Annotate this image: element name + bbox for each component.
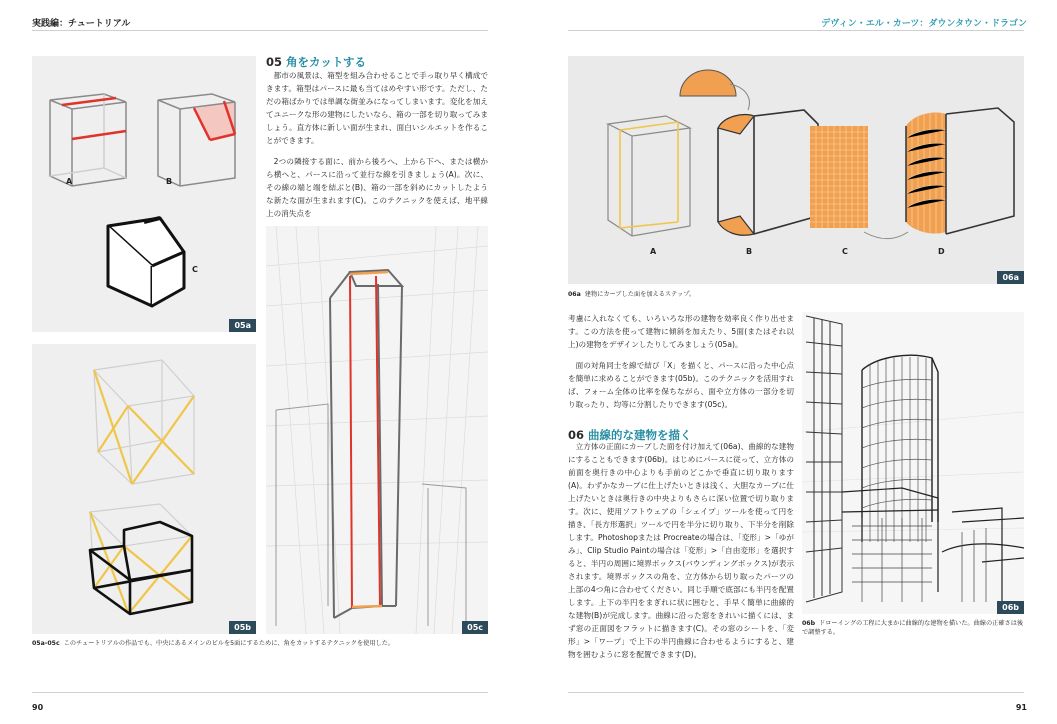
caption-06b-text: ドローイングの工程に大まかに曲線的な建物を描いた。曲線の正確さは後で調整する。 xyxy=(802,620,1024,636)
caption-06a-text: 建物にカーブした面を加えるステップ。 xyxy=(584,291,696,298)
footer-rule-right xyxy=(568,692,1024,693)
figure-06a xyxy=(568,56,1024,284)
figure-05a xyxy=(32,56,256,332)
continued-paragraph: 面の対角同士を線で結び「X」を描くと、パースに沿った中心点を簡単に求めることができます(05b)。このテクニックを活用すれば、フォーム全体の比率を保ちながら、面や立方体の一部分を切り取ったり、均等に分割したりできます(05c)。 xyxy=(568,361,794,409)
section-06-heading: 曲線的な建物を描く xyxy=(588,428,692,442)
figure-05a-drawing xyxy=(32,56,256,332)
section-05-body xyxy=(266,69,488,228)
caption-05 xyxy=(32,639,488,648)
badge-05b: 05b xyxy=(229,621,256,634)
section-06-number: 06 xyxy=(568,428,585,442)
section-05-heading: 角をカットする xyxy=(286,55,367,69)
badge-05a: 05a xyxy=(229,319,256,332)
page-number-right: 91 xyxy=(1015,703,1027,712)
section-05-number: 05 xyxy=(266,55,283,69)
label-06a-a: A xyxy=(650,247,657,256)
figure-05b-drawing xyxy=(32,344,256,634)
section-06-paragraph: 立方体の正面にカーブした面を付け加えて(06a)、曲線的な建物にすることもできます(06b)。はじめにパースに従って、立方体の前面を奥行きの中心よりも手前のどこかで垂直に切り取ります(A)。わずかなカーブに仕上げたいときは浅く、大胆なカーブに仕上げたいときは奥行きの中央よりもさらに深い位置で切り取ります。次に、使用ソフトウェアの「シェイプ」ツールを使って円を描き、「長方形選択」ツールで円を半分に切り取り、下半分を削除します。Photoshopまたは Procreateの場合は、「変形」>「ゆがみ」、Clip Studio Paintの場合は「変形」>「自由変形」を選択すると、半円の周囲に境界ボックス(バウンディングボックス)が表示されます。境界ボックスの角を、立方体から切り取ったパーツの上部の4つ角に合わせてください。同じ手順で底部にも半円を配置します。上下の半円をまぎれに状に囲むと、手早く簡単に曲線的な建物(B)が完成します。曲線に沿った窓をきれいに描くには、まず窓の正面図をフラットに描きます(C)。その窓のシートを、「変形」>「ワープ」で上下の半円曲線に合わせるようにすると、建物を囲むように窓を配置できます(D)。 xyxy=(568,442,794,659)
label-06a-c: C xyxy=(842,247,848,256)
header-rule-left xyxy=(32,30,488,31)
caption-06a xyxy=(568,290,1024,299)
figure-05c-drawing xyxy=(266,226,488,634)
page-header-right: デヴィン・エル・カーツ：ダウンタウン・ドラゴン xyxy=(821,19,1027,29)
caption-06a-label: 06a xyxy=(568,291,581,298)
page-number-left: 90 xyxy=(32,703,44,712)
page-header-left: 実践編：チュートリアル xyxy=(32,19,131,29)
figure-05b xyxy=(32,344,256,634)
figure-05c xyxy=(266,226,488,634)
caption-05-text: このチュートリアルの作品でも、中央にあるメインのビルを5面にするために、角をカットするテクニックを使用した。 xyxy=(63,640,395,647)
figure-06a-drawing xyxy=(568,56,1024,284)
section-05-paragraph: 2つの隣接する面に、前から後ろへ、上から下へ、または横から横へと、パースに沿って並行な線を引きましょう(A)。次に、その線の端と端を結ぶと(B)、箱の一部を斜めにカットしたような新たな面が生まれます(C)。このテクニックを使えば、地平線上の消失点を xyxy=(266,157,488,218)
window-grid-c xyxy=(810,126,868,228)
figure-06b xyxy=(802,312,1024,614)
label-06a-d: D xyxy=(938,247,945,256)
label-05a-b: B xyxy=(166,177,173,186)
caption-06b xyxy=(802,619,1024,637)
figure-06b-drawing xyxy=(802,312,1024,614)
footer-rule-left xyxy=(32,692,488,693)
badge-06a: 06a xyxy=(997,271,1024,284)
caption-06b-label: 06b xyxy=(802,620,816,627)
badge-05c: 05c xyxy=(462,621,488,634)
label-05a-c: C xyxy=(192,265,198,274)
label-05a-a: A xyxy=(66,177,73,186)
section-06-body xyxy=(568,440,794,669)
continued-body xyxy=(568,312,794,419)
curved-building-d xyxy=(906,108,1014,234)
continued-paragraph: 考慮に入れなくても、いろいろな形の建物を効率良く作り出せます。この方法を使って建物に傾斜を加えたり、5面(またはそれ以上)の建物をデザインしたりしてみましょう(05a)。 xyxy=(568,314,794,349)
badge-06b: 06b xyxy=(997,601,1024,614)
label-06a-b: B xyxy=(746,247,753,256)
section-05-title xyxy=(266,54,366,70)
caption-05-label: 05a-05c xyxy=(32,640,60,647)
section-05-paragraph: 都市の風景は、箱型を組み合わせることで手っ取り早く構成できます。箱型はパースに最も当てはめやすい形です。ただし、ただの箱ばかりでは単調な街並みになってしまいます。変化を加えてユニークな形の建物にしたいなら、箱の一部を切り取ってみましょう。直方体に新しい面が生まれ、面白いシルエットを作ることができます。 xyxy=(266,71,488,145)
header-rule-right xyxy=(568,30,1024,31)
